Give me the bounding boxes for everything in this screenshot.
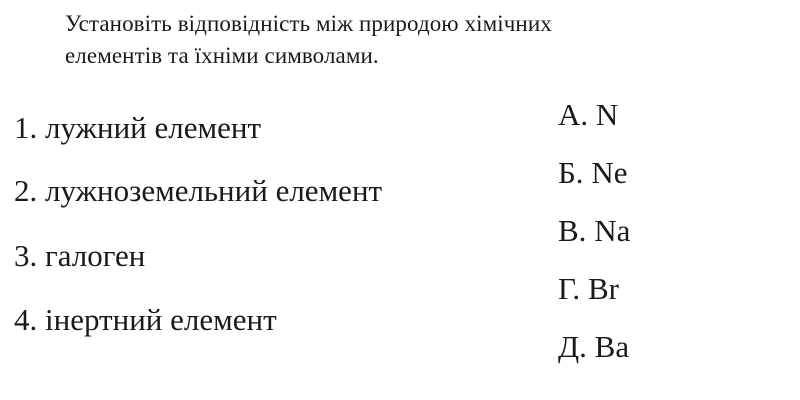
category-text: галоген	[45, 238, 146, 273]
option-letter: Д.	[558, 329, 587, 364]
task-instruction-line-1: Установіть відповідність між природою хімічних	[65, 11, 552, 36]
option-letter: Б.	[558, 155, 584, 190]
category-number: 4.	[14, 302, 38, 337]
symbol-option-v	[558, 213, 630, 249]
symbol-option-g	[558, 271, 619, 307]
category-number: 2.	[14, 173, 38, 208]
option-letter: А.	[558, 97, 589, 132]
element-symbols-list	[558, 0, 778, 400]
symbol-option-d	[558, 329, 629, 365]
category-item-2	[14, 173, 382, 209]
option-symbol: Na	[594, 213, 631, 248]
symbol-option-a	[558, 97, 618, 133]
task-instruction-line-2: елементів та їхніми символами.	[65, 43, 379, 68]
symbol-option-b	[558, 155, 627, 191]
category-text: лужноземельний елемент	[45, 173, 383, 208]
category-item-4	[14, 302, 277, 338]
option-symbol: Ne	[591, 155, 628, 190]
option-symbol: Br	[587, 271, 619, 306]
element-categories-list	[14, 0, 534, 400]
option-symbol: Ba	[594, 329, 630, 364]
category-text: лужний елемент	[45, 110, 262, 145]
category-item-3	[14, 238, 145, 274]
category-number: 1.	[14, 110, 38, 145]
option-symbol: N	[595, 97, 619, 132]
option-letter: В.	[558, 213, 587, 248]
category-item-1	[14, 110, 261, 146]
category-text: інертний елемент	[45, 302, 277, 337]
category-number: 3.	[14, 238, 38, 273]
option-letter: Г.	[558, 271, 581, 306]
